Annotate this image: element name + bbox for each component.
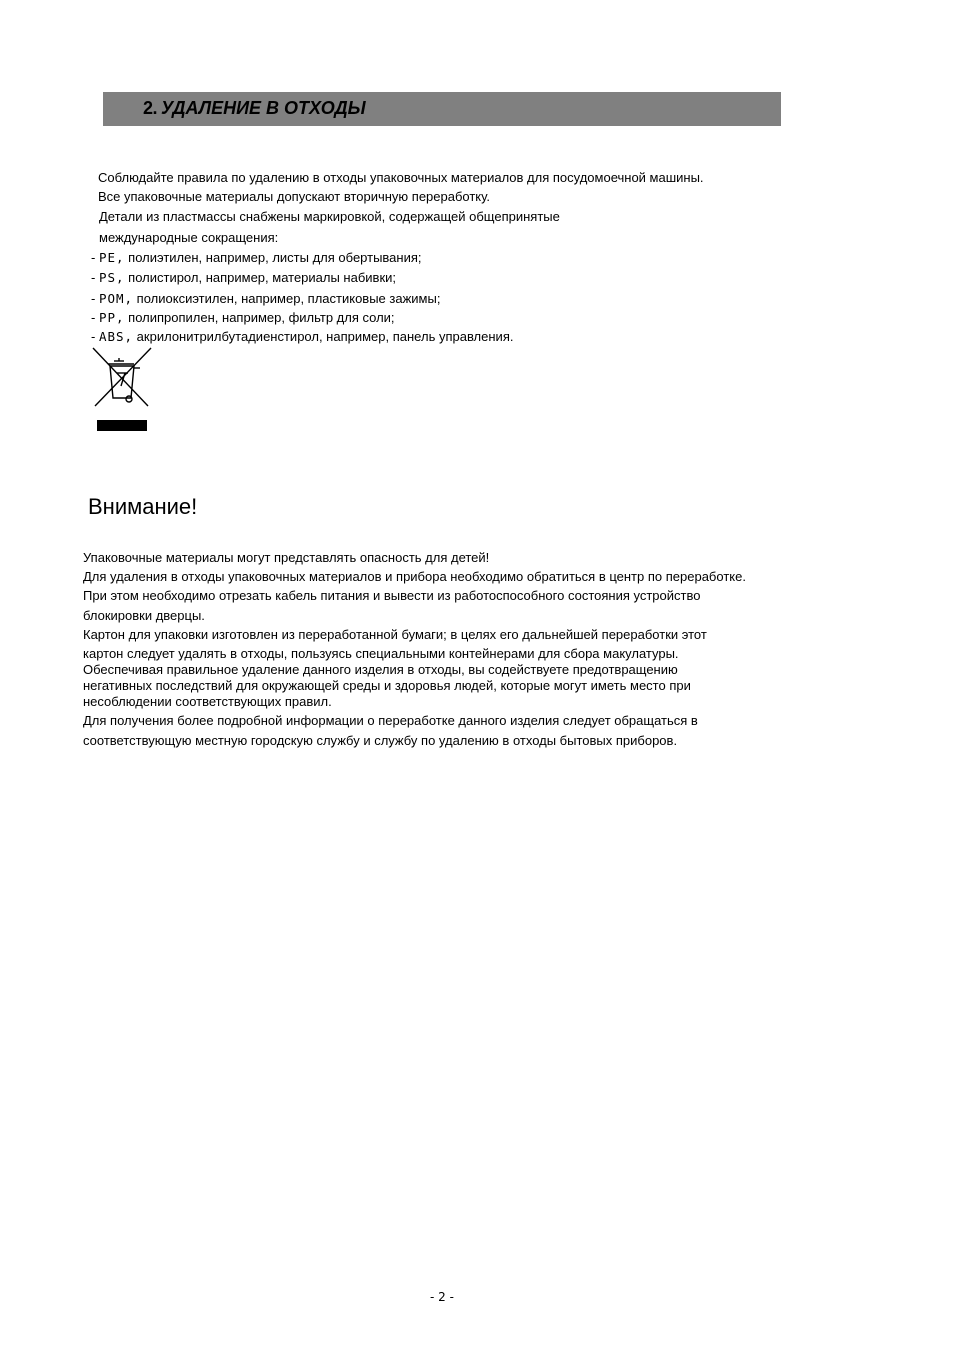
intro-line-2: Все упаковочные материалы допускают вторичную переработку.	[98, 189, 490, 204]
section-title: УДАЛЕНИЕ В ОТХОДЫ	[161, 98, 366, 118]
material-description: полиоксиэтилен, например, пластиковые зажимы;	[133, 291, 441, 306]
material-separator: ,	[116, 270, 125, 285]
attention-line: Для удаления в отходы упаковочных материалов и прибора необходимо обратиться в центр по переработке.	[83, 569, 746, 584]
attention-line: Картон для упаковки изготовлен из переработанной бумаги; в целях его дальнейшей переработки этот	[83, 627, 707, 642]
attention-line: картон следует удалять в отходы, пользуясь специальными контейнерами для сбора макулатуры.	[83, 646, 679, 661]
attention-line: блокировки дверцы.	[83, 608, 205, 623]
attention-line: При этом необходимо отрезать кабель питания и вывести из работоспособного состояния устройство	[83, 588, 701, 603]
material-separator: ,	[116, 310, 125, 325]
attention-line: негативных последствий для окружающей среды и здоровья людей, которые могут иметь место при	[83, 678, 691, 693]
material-dash: -	[91, 291, 99, 306]
material-separator: ,	[124, 291, 134, 306]
section-header-bar	[103, 92, 781, 126]
material-abbreviation: PE	[98, 250, 117, 265]
crossed-out-wheelie-bin-icon	[90, 346, 154, 436]
material-abbreviation: ABS	[98, 329, 125, 344]
material-description: полистирол, например, материалы набивки;	[124, 270, 397, 285]
material-dash: -	[91, 270, 99, 285]
attention-line: соответствующую местную городскую службу и службу по удалению в отходы бытовых приборов.	[83, 733, 678, 748]
material-item	[91, 329, 513, 345]
material-abbreviation: POM	[98, 291, 125, 306]
page-number: - 2 -	[430, 1290, 454, 1304]
material-item	[91, 250, 422, 266]
intro-line-4: международные сокращения:	[99, 230, 279, 245]
attention-line: несоблюдении соответствующих правил.	[83, 694, 332, 709]
intro-line-1: Соблюдайте правила по удалению в отходы упаковочных материалов для посудомоечной машины.	[98, 170, 704, 185]
attention-line: Обеспечивая правильное удаление данного изделия в отходы, вы содействуете предотвращению	[83, 662, 678, 677]
section-number: 2.	[143, 98, 158, 118]
material-description: полипропилен, например, фильтр для соли;	[124, 310, 395, 325]
material-item	[91, 310, 395, 326]
material-description: акрилонитрилбутадиенстирол, например, панель управления.	[133, 329, 514, 344]
attention-line: Упаковочные материалы могут представлять опасность для детей!	[83, 550, 490, 565]
material-description: полиэтилен, например, листы для обертывания;	[124, 250, 422, 265]
material-dash: -	[91, 329, 99, 344]
material-separator: ,	[124, 329, 134, 344]
material-item	[91, 270, 396, 286]
attention-line: Для получения более подробной информации о переработке данного изделия следует обращаться в	[83, 713, 698, 728]
material-item	[91, 291, 440, 307]
material-dash: -	[91, 250, 99, 265]
material-abbreviation: PP	[98, 310, 117, 325]
material-separator: ,	[116, 250, 125, 265]
attention-heading: Внимание!	[88, 494, 198, 519]
intro-line-3: Детали из пластмассы снабжены маркировкой, содержащей общепринятые	[99, 209, 560, 224]
material-abbreviation: PS	[98, 270, 117, 285]
material-dash: -	[91, 310, 99, 325]
